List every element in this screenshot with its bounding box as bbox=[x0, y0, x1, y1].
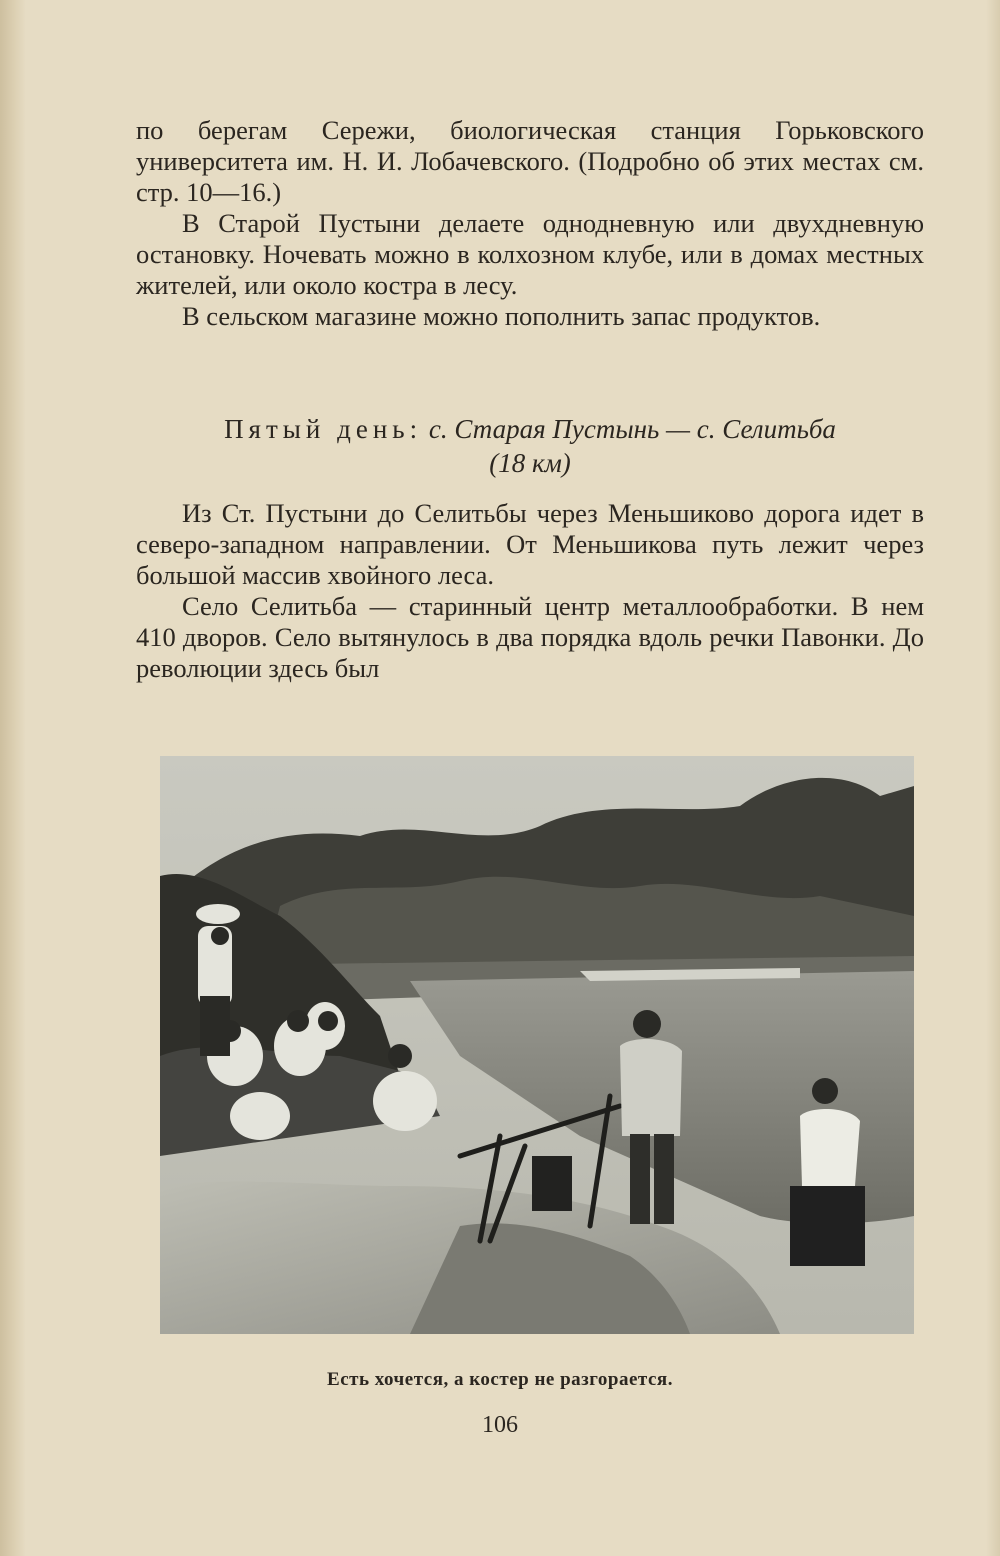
paragraph: по берегам Сережи, биологическая станция Горьковского университета им. Н. И. Лобачевского. (Подробно об этих местах см. стр. 10—16.) bbox=[136, 115, 924, 207]
paragraph: Село Селитьба — старинный центр металлообработки. В нем 410 дворов. Село вытянулось в два порядка вдоль речки Павонки. До революции здесь был bbox=[136, 591, 924, 683]
paragraph: В сельском магазине можно пополнить запас продуктов. bbox=[182, 301, 821, 331]
paragraph: В Старой Пустыни делаете однодневную или двухдневную остановку. Ночевать можно в колхозном клубе, или в домах местных жителей, или около костра в лесу. bbox=[136, 208, 924, 300]
page-binding-edge bbox=[0, 0, 26, 1556]
heading-distance-line bbox=[136, 446, 924, 480]
heading-route: с. Старая Пустынь — с. Селитьба bbox=[428, 414, 836, 444]
text-block-top bbox=[136, 115, 924, 332]
heading-line bbox=[136, 412, 924, 446]
heading-distance: (18 км) bbox=[489, 448, 571, 478]
heading-day-label: Пятый день: bbox=[224, 414, 423, 444]
page-right-edge bbox=[986, 0, 1000, 1556]
photo-campfire-by-river bbox=[160, 756, 914, 1334]
page-number: 106 bbox=[482, 1412, 518, 1438]
paragraph: Из Ст. Пустыни до Селитьбы через Меньшиково дорога идет в северо-западном направлении. От Меньшикова путь лежит через большой массив хвойного леса. bbox=[136, 498, 924, 590]
section-heading bbox=[136, 412, 924, 480]
text-block-bottom bbox=[136, 498, 924, 684]
photo-caption: Есть хочется, а костер не разгорается. bbox=[327, 1369, 673, 1390]
